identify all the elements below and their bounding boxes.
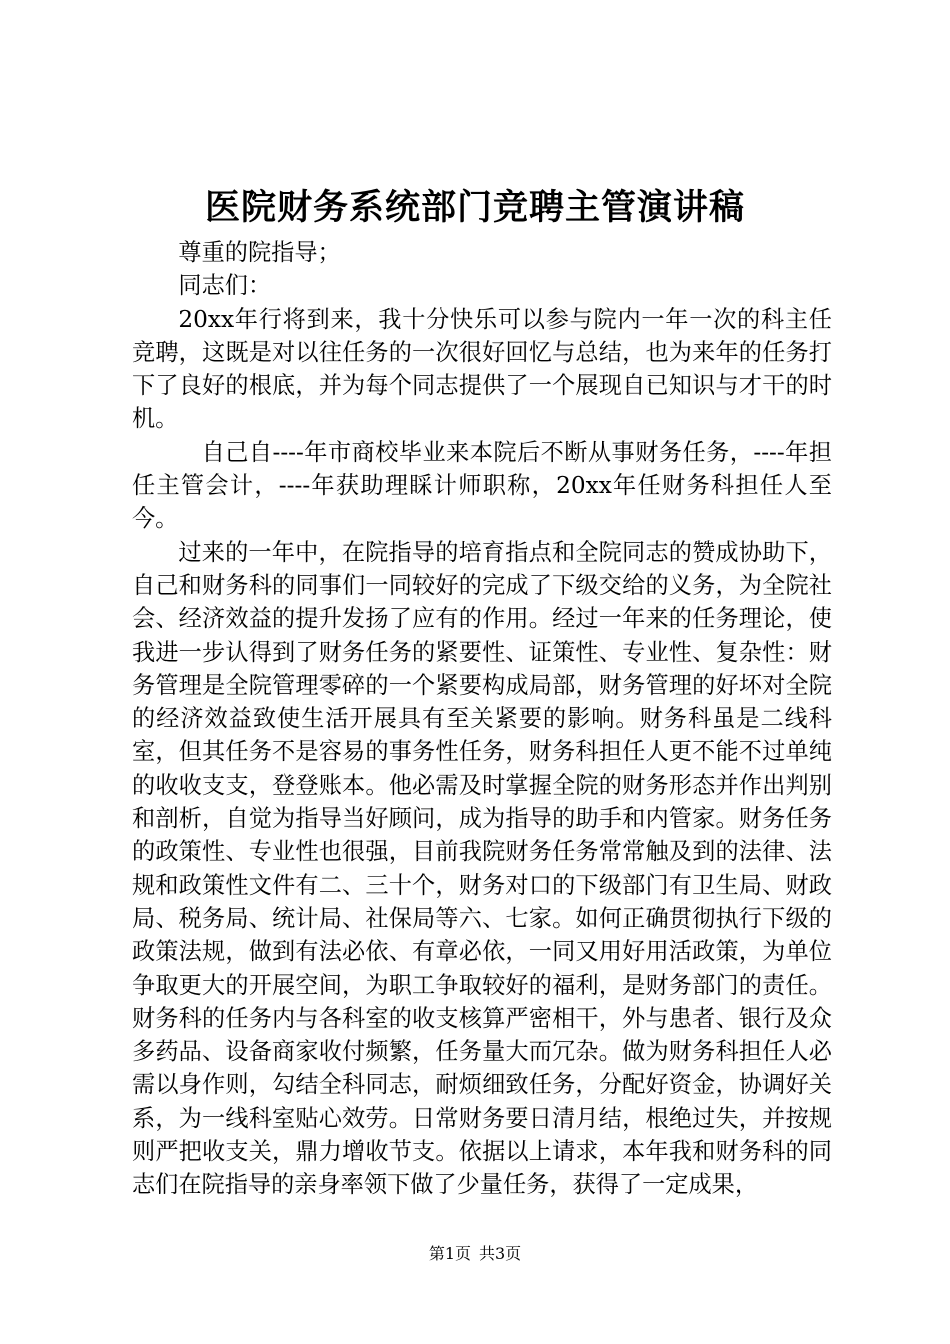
document-title: 医院财务系统部门竞聘主管演讲稿 [204,187,745,228]
page-number: 第1页 [428,1244,471,1263]
paragraph-background: 自己自----年市商校毕业来本院后不断从事财务任务，----年担任主管会计，----年获助理睬计师职称，20xx年任财务科担任人至今。 [132,438,832,533]
paragraph-intro: 20xx年行将到来，我十分快乐可以参与院内一年一次的科主任竞聘，这既是对以往任务的一次很好回忆与总结，也为来年的任务打下了良好的根底，并为每个同志提供了一个展现自已知识与才干的时机。 [132,305,832,433]
addressee-line: 同志们： [178,272,272,300]
greeting-line: 尊重的院指导； [178,239,341,266]
page-footer [0,1242,950,1266]
paragraph-work-review: 过来的一年中，在院指导的培育指点和全院同志的赞成协助下，自己和财务科的同事们一同较好的完成了下级交给的义务，为全院社会、经济效益的提升发扬了应有的作用。经过一年来的任务理论，使我进一步认得到了财务任务的紧要性、证策性、专业性、复杂性：财务管理是全院管理零碎的一个紧要构成局部，财务管理的好坏对全院的经济效益致使生活开展具有至关紧要的影响。财务科虽是二线科室，但其任务不是容易的事务性任务，财务科担任人更不能不过单纯的收收支支，登登账本。他必需及时掌握全院的财务形态并作出判别和剖析，自觉为指导当好顾问，成为指导的助手和内管家。财务任务的政策性、专业性也很强，目前我院财务任务常常触及到的法律、法规和政策性文件有二、三十个，财务对口的下级部门有卫生局、财政局、税务局、统计局、社保局等六、七家。如何正确贯彻执行下级的政策法规，做到有法必依、有章必依，一同又用好用活政策，为单位争取更大的开展空间，为职工争取较好的福利，是财务部门的责任。财务科的任务内与各科室的收支核算严密相干，外与患者、银行及众多药品、设备商家收付频繁，任务量大而冗杂。做为财务科担任人必需以身作则，勾结全科同志，耐烦细致任务，分配好资金，协调好关系，为一线科室贴心效劳。日常财务要日清月结，根绝过失，并按规则严把收支关，鼎力增收节支。依据以上请求，本年我和财务科的同志们在院指导的亲身率领下做了少量任务，获得了一定成果， [132,538,832,1199]
page-total: 共3页 [479,1244,522,1263]
document-body [132,236,832,1202]
